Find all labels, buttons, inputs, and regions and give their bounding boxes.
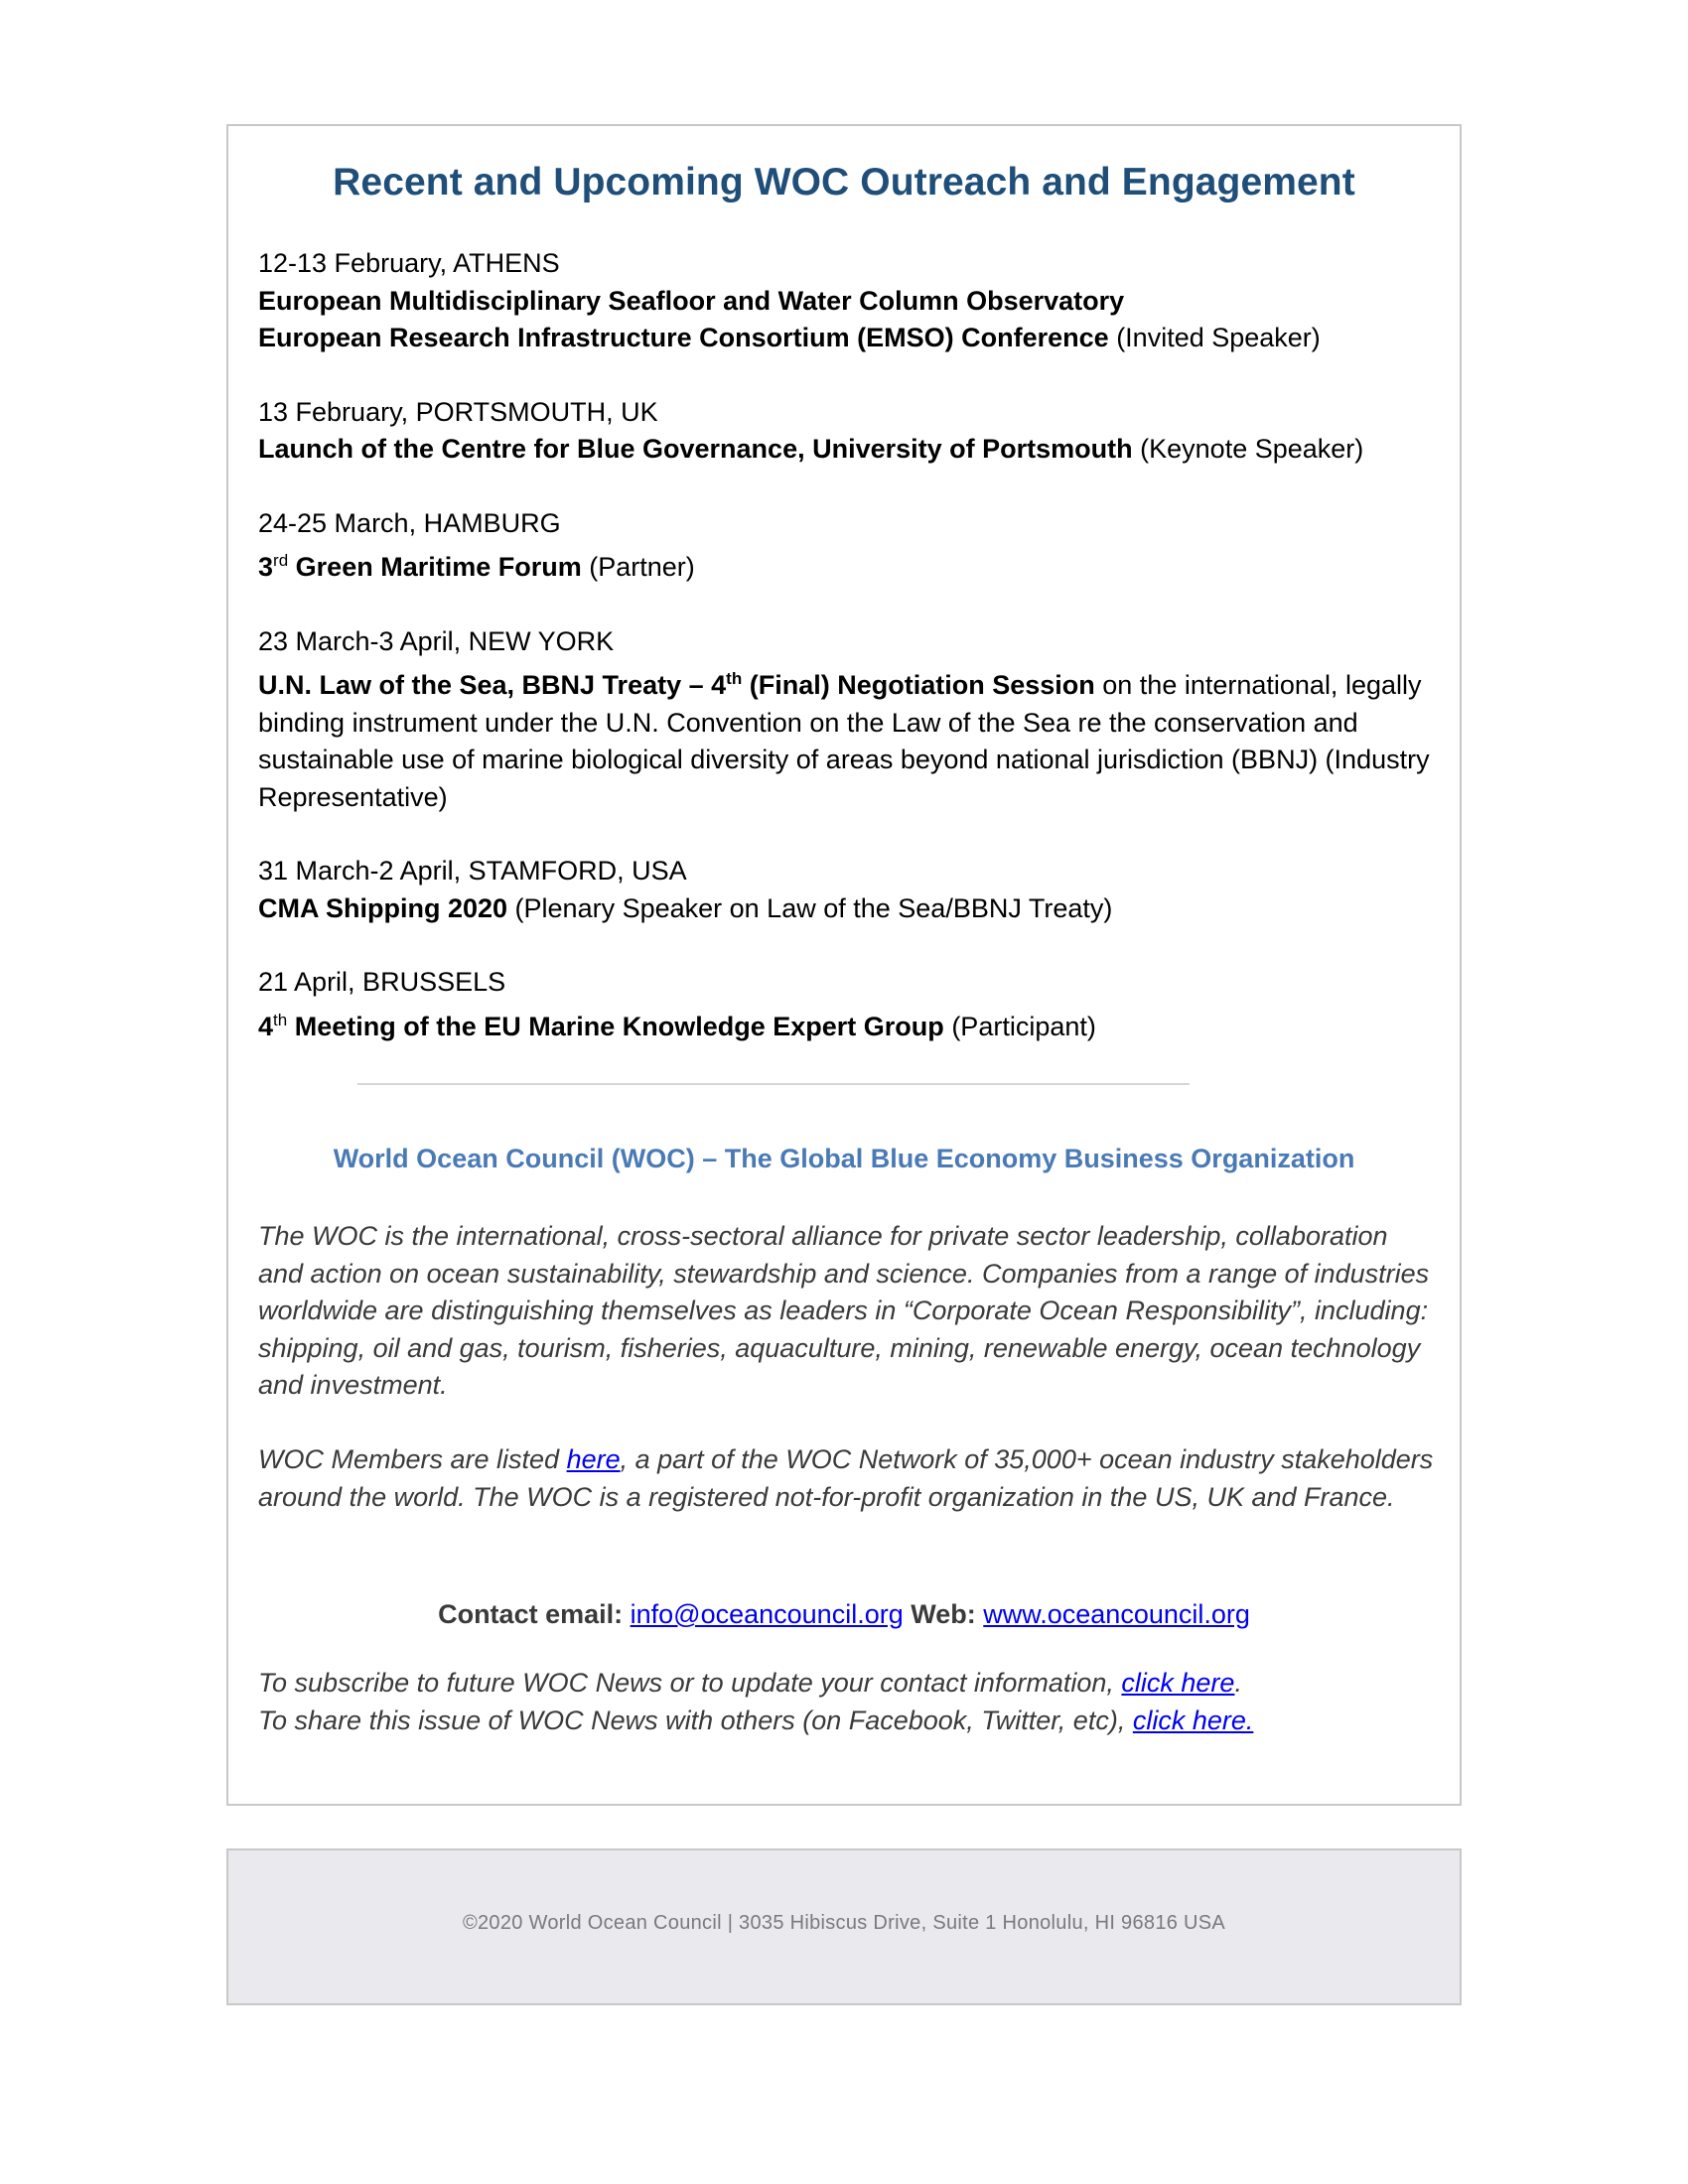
event-date: 24-25 March, HAMBURG <box>258 507 561 538</box>
email-link[interactable]: info@oceancouncil.org <box>630 1599 904 1629</box>
event-name: Launch of the Centre for Blue Governance, University of Portsmouth <box>258 434 1133 464</box>
newsletter-panel <box>226 124 1462 1806</box>
event-date: 31 March-2 April, STAMFORD, USA <box>258 856 687 886</box>
event-name-cont: (Final) Negotiation Session <box>749 670 1095 700</box>
share-text: To share this issue of WOC News with others (on Facebook, Twitter, etc), <box>258 1705 1133 1735</box>
ordinal-suffix: th <box>273 1010 288 1029</box>
event-number: 3 <box>258 552 274 582</box>
members-text: WOC Members are listed <box>258 1444 567 1474</box>
event-date: 21 April, BRUSSELS <box>258 967 506 997</box>
page-title: Recent and Upcoming WOC Outreach and Engagement <box>333 161 1355 204</box>
org-heading: World Ocean Council (WOC) – The Global Blue Economy Business Organization <box>333 1144 1355 1173</box>
event-item <box>258 394 1440 469</box>
event-role: (Participant) <box>951 1011 1096 1041</box>
events-list <box>258 245 1440 1082</box>
share-link[interactable]: click here. <box>1132 1705 1254 1735</box>
event-name: European Multidisciplinary Seafloor and Water Column Observatory <box>258 285 1125 316</box>
event-name: Green Maritime Forum <box>295 552 582 582</box>
event-name: U.N. Law of the Sea, BBNJ Treaty – 4 <box>258 670 727 700</box>
section-divider <box>357 1083 1190 1085</box>
members-link[interactable]: here <box>566 1444 621 1474</box>
event-description: on the international, legally binding instrument under the U.N. Convention on the Law of the Sea re the conservation and sustainable use of marine biological diversity of areas beyond national jurisdiction (BBNJ) (Industry Representative) <box>258 670 1430 812</box>
ordinal-suffix: rd <box>273 551 289 570</box>
event-item <box>258 505 1440 587</box>
event-item <box>258 964 1440 1045</box>
event-item <box>258 853 1440 927</box>
footer <box>226 1848 1462 2005</box>
subscribe-link[interactable]: click here <box>1121 1668 1235 1698</box>
event-item <box>258 245 1440 357</box>
contact-line <box>228 1599 1460 1630</box>
event-number: 4 <box>258 1011 274 1041</box>
event-role: (Keynote Speaker) <box>1140 434 1364 464</box>
subscribe-text: To subscribe to future WOC News or to update your contact information, <box>258 1668 1122 1698</box>
event-name: Meeting of the EU Marine Knowledge Expert Group <box>294 1011 944 1041</box>
event-name: European Research Infrastructure Consortium (EMSO) Conference <box>258 323 1109 352</box>
event-role: (Invited Speaker) <box>1116 323 1321 352</box>
footer-text: ©2020 World Ocean Council | 3035 Hibiscus Drive, Suite 1 Honolulu, HI 96816 USA <box>462 1912 1226 1934</box>
event-item <box>258 623 1440 817</box>
members-text: , a part of the WOC Network of 35,000+ ocean industry stakeholders around the world. The WOC is a registered not-for-profit organization in the US, UK and France. <box>258 1444 1434 1512</box>
web-link[interactable]: www.oceancouncil.org <box>983 1599 1250 1629</box>
event-date: 12-13 February, ATHENS <box>258 248 560 278</box>
event-role: (Plenary Speaker on Law of the Sea/BBNJ Treaty) <box>514 892 1113 923</box>
event-date: 13 February, PORTSMOUTH, UK <box>258 396 658 427</box>
web-label: Web: <box>911 1599 976 1629</box>
subscribe-paragraph <box>258 1665 1440 1739</box>
members-paragraph <box>258 1441 1440 1516</box>
event-date: 23 March-3 April, NEW YORK <box>258 625 615 656</box>
event-role: (Partner) <box>589 552 695 582</box>
ordinal-suffix: th <box>726 669 743 688</box>
email-label: Contact email: <box>438 1599 624 1629</box>
event-name: CMA Shipping 2020 <box>258 892 508 923</box>
subscribe-text: . <box>1234 1668 1242 1698</box>
about-paragraph: The WOC is the international, cross-sectoral alliance for private sector leadership, collaboration and action on ocean sustainability, stewardship and science. Companies from a range of industries worldwide are distinguishing themselves as leaders in “Corporate Ocean Responsibility”, including: shipping, oil and gas, tourism, fisheries, aquaculture, mining, renewable energy, ocean technology and investment. <box>258 1221 1430 1400</box>
